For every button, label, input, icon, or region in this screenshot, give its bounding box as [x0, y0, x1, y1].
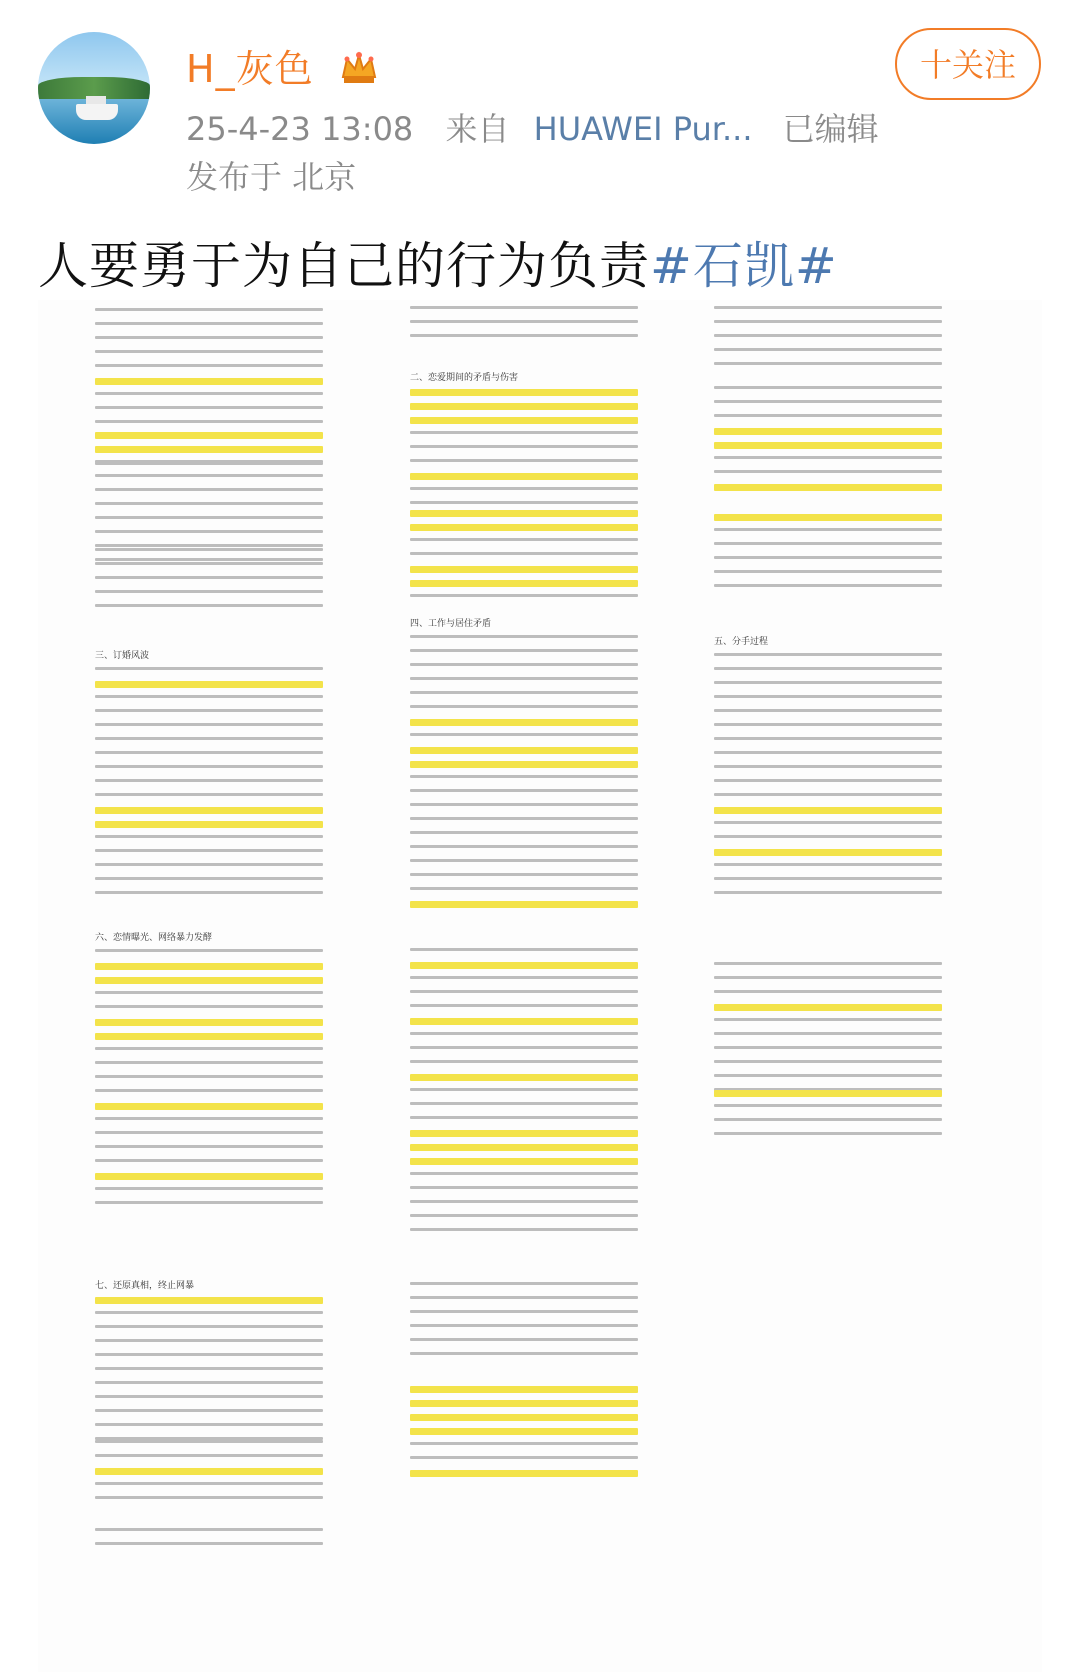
doc-block [410, 616, 638, 915]
doc-block [410, 510, 638, 608]
source-prefix: 来自 [445, 110, 510, 148]
post-meta [186, 104, 879, 150]
doc-block [410, 300, 638, 348]
doc-block [95, 648, 323, 905]
avatar[interactable] [38, 32, 150, 144]
username-text[interactable]: H_灰色 [186, 47, 314, 91]
doc-block [95, 548, 323, 618]
post-header [0, 0, 1080, 220]
post-body: 人要勇于为自己的行为负责 [38, 237, 650, 295]
doc-block [410, 1282, 638, 1366]
doc-block [410, 1172, 638, 1242]
doc-block [410, 1386, 638, 1484]
crown-icon [339, 47, 379, 96]
username[interactable] [186, 38, 379, 96]
doc-block [714, 386, 942, 498]
section-title: 六、恋情曝光、网络暴力发酵 [95, 933, 213, 943]
section-title: 三、订婚风波 [95, 651, 150, 661]
post-text [38, 226, 838, 298]
follow-button[interactable]: 十关注 [895, 28, 1041, 100]
doc-block [410, 948, 638, 1172]
section-title: 二、恋爱期间的矛盾与伤害 [410, 373, 519, 383]
doc-block [714, 1090, 942, 1146]
doc-block [410, 370, 638, 515]
document-image[interactable] [38, 300, 1042, 1672]
doc-block [714, 300, 942, 376]
post-timestamp: 25-4-23 13:08 [186, 110, 414, 148]
post-location: 发布于 北京 [186, 158, 357, 196]
doc-block [95, 1528, 323, 1556]
section-title: 五、分手过程 [714, 637, 769, 647]
section-title: 七、还原真相，终止网暴 [95, 1281, 195, 1291]
section-title: 四、工作与居住矛盾 [410, 619, 492, 629]
hashtag-link[interactable]: #石凯# [650, 237, 838, 295]
device-link[interactable]: HUAWEI Pur... [533, 110, 753, 148]
doc-block [714, 962, 942, 1102]
doc-block [714, 634, 942, 905]
doc-block [95, 930, 323, 1215]
doc-block [95, 1440, 323, 1510]
edited-label[interactable]: 已编辑 [782, 110, 879, 148]
doc-block [95, 1278, 323, 1451]
avatar-boat-shape [76, 104, 118, 120]
doc-block [714, 514, 942, 598]
